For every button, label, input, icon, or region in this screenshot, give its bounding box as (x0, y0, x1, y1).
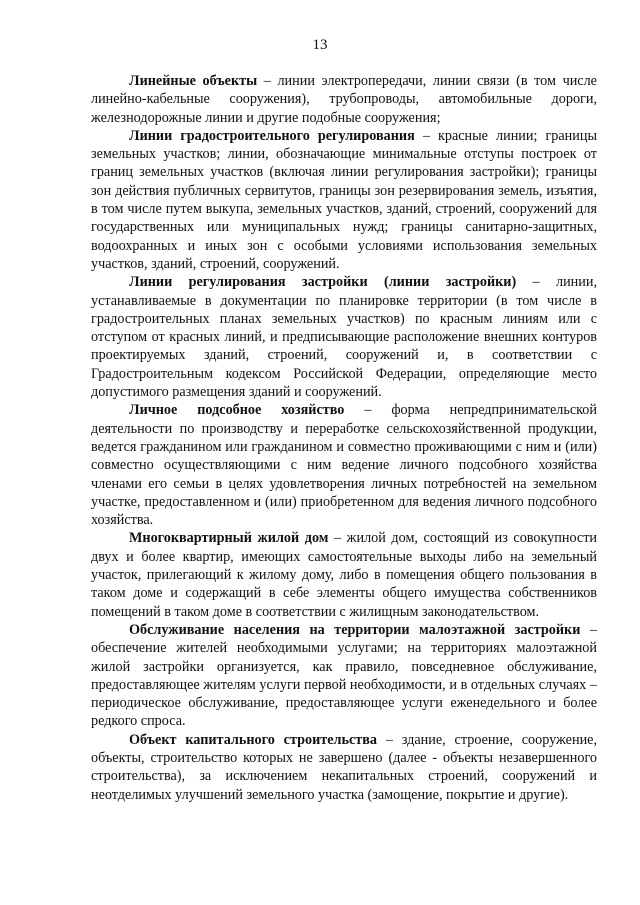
definition-text: – жилой дом, состоящий из совокупности двух и более квартир, имеющих самостоятельные выходы либо на земельный участок, прилегающий к жилому дому, либо в помещения общего пользования в таком доме и содержащий в себе элементы общего имущества собственников помещений в таком доме в соответствии с жилищным законодательством. (91, 530, 597, 620)
definition-paragraph (91, 529, 597, 620)
definition-term: Линии градостроительного регулирования (129, 127, 415, 144)
definition-paragraph (91, 401, 597, 529)
page-number: 13 (312, 37, 328, 53)
definition-paragraph (91, 731, 597, 804)
definition-term: Обслуживание населения на территории малоэтажной застройки (129, 621, 581, 638)
definition-term: Линейные объекты (129, 73, 258, 89)
definition-term: Линии регулирования застройки (линии застройки) (129, 274, 517, 291)
definition-paragraph (91, 621, 597, 731)
definition-term: Объект капитального строительства (129, 731, 378, 748)
definition-paragraph (91, 127, 597, 273)
definition-text: – линии электропередачи, линии связи (в том числе линейно-кабельные сооружения), трубопроводы, автомобильные дороги, железнодорожные линии и другие подобные сооружения; (91, 73, 597, 126)
definition-text: – красные линии; границы земельных участков; линии, обозначающие минимальные отступы построек от границ земельных участков (включая линии регулирования застройки); границы зон действия публичных сервитутов, границы зон резервирования земель, изъятия, в том числе путем выкупа, земельных участков, зданий, строений, сооружений для государственных или муниципальных нужд; границы санитарно-защитных, водоохранных и иных зон с особыми условиями использования земельных участков, зданий, строений, сооружений. (91, 127, 597, 272)
definition-term: Личное подсобное хозяйство (129, 402, 345, 419)
definition-text: – линии, устанавливаемые в документации по планировке территории (в том числе в градостроительных планах земельных участков) по красным линиям или с отступом от красных линий, и предписывающие расположение внешних контуров проектируемых зданий, строений, сооружений и, в соответствии с Градостроительным кодексом Российской Федерации, определяющие место допустимого размещения зданий и сооружений. (91, 274, 598, 401)
definition-paragraph (91, 72, 597, 127)
definition-paragraph (91, 273, 597, 401)
definition-text: – форма непредпринимательской деятельности по производству и переработке сельскохозяйственной продукции, ведется гражданином или гражданином и совместно проживающими с ним и (или) совместно осуществляющими с ним ведение личного подсобного хозяйства членами его семьи в целях удовлетворения личных потребностей на земельном участке, предоставленном и (или) приобретенном для ведения личного подсобного хозяйства. (91, 402, 597, 529)
definition-text: – обеспечение жителей необходимыми услугами; на территориях малоэтажной жилой застройки организуется, как правило, повседневное обслуживание, предоставляющее жителям услуги первой необходимости, и в отдельных случаях – периодическое обслуживание, предоставляющее услуги еженедельного и более редкого спроса. (91, 621, 597, 730)
definition-text: – здание, строение, сооружение, объекты, строительство которых не завершено (далее - объекты незавершенного строительства), за исключением некапитальных строений, сооружений и неотделимых улучшений земельного участка (замощение, покрытие и другие). (91, 731, 597, 803)
definitions-body (91, 72, 597, 804)
definition-term: Многоквартирный жилой дом (129, 530, 329, 547)
